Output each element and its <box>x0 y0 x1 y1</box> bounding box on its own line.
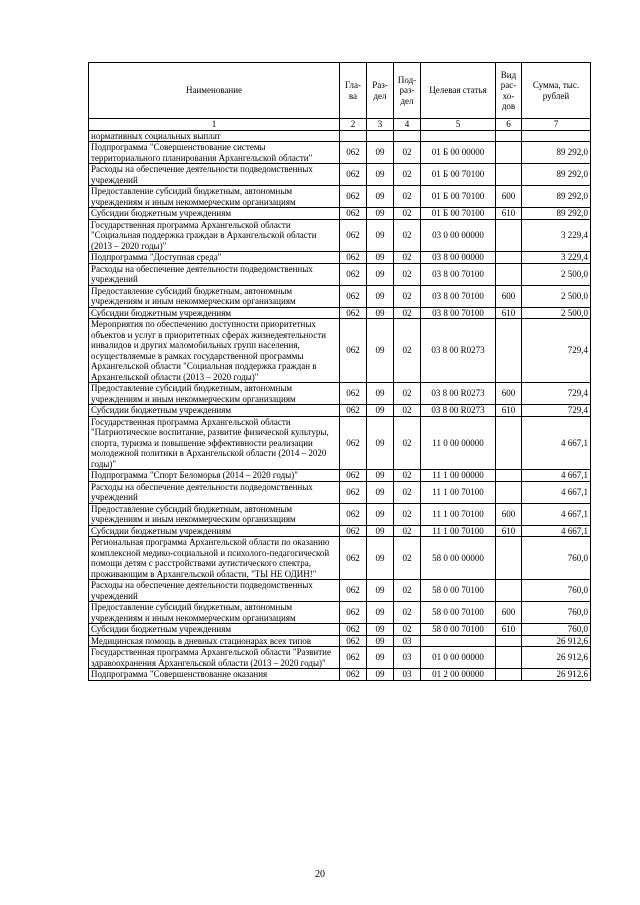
cell-expense-type <box>496 647 522 669</box>
cell-chapter: 062 <box>340 647 367 669</box>
header-row <box>89 63 591 119</box>
cell-chapter: 062 <box>340 164 367 186</box>
cell-subsection: 02 <box>394 142 421 164</box>
cell-amount: 729,4 <box>522 319 591 383</box>
cell-subsection: 02 <box>394 383 421 405</box>
cell-subsection: 02 <box>394 537 421 580</box>
cell-subsection: 02 <box>394 263 421 285</box>
cell-target-article: 03 8 00 R0273 <box>421 405 496 417</box>
cell-amount: 4 667,1 <box>522 416 591 470</box>
cell-section: 09 <box>367 481 394 503</box>
cell-target-article: 58 0 00 70100 <box>421 624 496 636</box>
cell-target-article: 01 Б 00 00000 <box>421 142 496 164</box>
header-subsection: Под-раз-дел <box>394 63 421 119</box>
page-number: 20 <box>315 869 325 880</box>
table-row <box>89 635 591 647</box>
cell-chapter <box>340 130 367 142</box>
cell-chapter: 062 <box>340 252 367 264</box>
cell-section: 09 <box>367 525 394 537</box>
cell-expense-type: 600 <box>496 602 522 624</box>
cell-expense-type <box>496 219 522 252</box>
header-amount: Сумма, тыс. рублей <box>522 63 591 119</box>
cell-section: 09 <box>367 405 394 417</box>
cell-chapter: 062 <box>340 186 367 208</box>
cell-name: Предоставление субсидий бюджетным, автономным учреждениям и иным некоммерческим организациям <box>89 602 340 624</box>
table-row <box>89 164 591 186</box>
cell-expense-type: 600 <box>496 503 522 525</box>
column-number: 5 <box>421 119 496 131</box>
cell-section: 09 <box>367 285 394 307</box>
cell-target-article: 03 8 00 R0273 <box>421 383 496 405</box>
cell-name: Подпрограмма "Спорт Беломорья (2014 – 2020 годы)" <box>89 470 340 482</box>
cell-section: 09 <box>367 624 394 636</box>
cell-section: 09 <box>367 580 394 602</box>
cell-chapter: 062 <box>340 624 367 636</box>
cell-name: Расходы на обеспечение деятельности подведомственных учреждений <box>89 164 340 186</box>
cell-section: 09 <box>367 669 394 681</box>
cell-chapter: 062 <box>340 602 367 624</box>
cell-expense-type <box>496 252 522 264</box>
table-row <box>89 481 591 503</box>
cell-name: Государственная программа Архангельской области "Развитие здравоохранения Архангельской области (2013 – 2020 годы)" <box>89 647 340 669</box>
cell-subsection: 02 <box>394 186 421 208</box>
cell-amount: 729,4 <box>522 383 591 405</box>
cell-amount: 4 667,1 <box>522 525 591 537</box>
cell-target-article: 03 8 00 00000 <box>421 252 496 264</box>
cell-target-article: 11 1 00 70100 <box>421 481 496 503</box>
cell-chapter: 062 <box>340 307 367 319</box>
cell-name: Предоставление субсидий бюджетным, автономным учреждениям и иным некоммерческим организациям <box>89 285 340 307</box>
table-row <box>89 252 591 264</box>
cell-chapter: 062 <box>340 219 367 252</box>
cell-section: 09 <box>367 537 394 580</box>
cell-amount: 2 500,0 <box>522 285 591 307</box>
cell-section: 09 <box>367 602 394 624</box>
cell-subsection: 02 <box>394 405 421 417</box>
table-row <box>89 319 591 383</box>
cell-chapter: 062 <box>340 503 367 525</box>
cell-target-article <box>421 130 496 142</box>
cell-amount: 2 500,0 <box>522 307 591 319</box>
table-row <box>89 186 591 208</box>
cell-amount: 4 667,1 <box>522 503 591 525</box>
cell-target-article: 58 0 00 00000 <box>421 537 496 580</box>
cell-section: 09 <box>367 252 394 264</box>
cell-amount: 89 292,0 <box>522 164 591 186</box>
cell-expense-type <box>496 537 522 580</box>
cell-subsection: 02 <box>394 208 421 220</box>
cell-amount: 89 292,0 <box>522 208 591 220</box>
cell-amount: 26 912,6 <box>522 635 591 647</box>
cell-expense-type <box>496 580 522 602</box>
cell-section: 09 <box>367 186 394 208</box>
cell-expense-type <box>496 669 522 681</box>
cell-amount: 729,4 <box>522 405 591 417</box>
cell-expense-type: 610 <box>496 307 522 319</box>
cell-subsection: 02 <box>394 580 421 602</box>
cell-expense-type <box>496 164 522 186</box>
table-row <box>89 647 591 669</box>
cell-name: нормативных социальных выплат <box>89 130 340 142</box>
cell-expense-type <box>496 635 522 647</box>
cell-target-article: 01 2 00 00000 <box>421 669 496 681</box>
header-section: Раз-дел <box>367 63 394 119</box>
cell-name: Расходы на обеспечение деятельности подведомственных учреждений <box>89 580 340 602</box>
cell-section: 09 <box>367 647 394 669</box>
cell-chapter: 062 <box>340 580 367 602</box>
cell-section: 09 <box>367 307 394 319</box>
cell-subsection <box>394 130 421 142</box>
cell-expense-type: 600 <box>496 285 522 307</box>
cell-name: Предоставление субсидий бюджетным, автономным учреждениям и иным некоммерческим организациям <box>89 186 340 208</box>
cell-name: Субсидии бюджетным учреждениям <box>89 624 340 636</box>
cell-target-article: 11 1 00 70100 <box>421 503 496 525</box>
cell-chapter: 062 <box>340 525 367 537</box>
cell-target-article: 01 Б 00 70100 <box>421 186 496 208</box>
cell-amount: 3 229,4 <box>522 252 591 264</box>
cell-chapter: 062 <box>340 142 367 164</box>
cell-expense-type: 610 <box>496 624 522 636</box>
cell-name: Государственная программа Архангельской области "Патриотическое воспитание, развитие физической культуры, спорта, туризма и повышение эффективности реализации молодежной политики в Архангельской области (2014 – 2020 годы)" <box>89 416 340 470</box>
cell-subsection: 02 <box>394 416 421 470</box>
cell-name: Расходы на обеспечение деятельности подведомственных учреждений <box>89 263 340 285</box>
cell-amount: 760,0 <box>522 537 591 580</box>
cell-subsection: 02 <box>394 285 421 307</box>
cell-section: 09 <box>367 263 394 285</box>
cell-chapter: 062 <box>340 669 367 681</box>
cell-section: 09 <box>367 635 394 647</box>
cell-section: 09 <box>367 503 394 525</box>
cell-subsection: 02 <box>394 219 421 252</box>
cell-target-article: 11 0 00 00000 <box>421 416 496 470</box>
cell-expense-type <box>496 481 522 503</box>
cell-target-article: 58 0 00 70100 <box>421 580 496 602</box>
cell-expense-type <box>496 130 522 142</box>
cell-subsection: 02 <box>394 503 421 525</box>
cell-target-article: 11 1 00 00000 <box>421 470 496 482</box>
cell-subsection: 02 <box>394 307 421 319</box>
cell-target-article: 01 Б 00 70100 <box>421 208 496 220</box>
cell-chapter: 062 <box>340 470 367 482</box>
cell-subsection: 02 <box>394 252 421 264</box>
cell-subsection: 03 <box>394 669 421 681</box>
cell-chapter: 062 <box>340 208 367 220</box>
cell-expense-type: 610 <box>496 208 522 220</box>
cell-expense-type: 610 <box>496 525 522 537</box>
cell-name: Субсидии бюджетным учреждениям <box>89 525 340 537</box>
table-row <box>89 669 591 681</box>
cell-subsection: 02 <box>394 525 421 537</box>
cell-name: Мероприятия по обеспечению доступности приоритетных объектов и услуг в приоритетных сферах жизнедеятельности инвалидов и других маломобильных групп населения, осуществляемые в рамках государственной программы Архангельской области "Социальная поддержка граждан в Архангельской области (2013 – 2020 годы)" <box>89 319 340 383</box>
cell-chapter: 062 <box>340 263 367 285</box>
column-number: 3 <box>367 119 394 131</box>
column-number: 2 <box>340 119 367 131</box>
cell-name: Субсидии бюджетным учреждениям <box>89 405 340 417</box>
cell-amount: 26 912,6 <box>522 647 591 669</box>
cell-name: Подпрограмма "Совершенствование системы территориального планирования Архангельской области" <box>89 142 340 164</box>
table-row <box>89 602 591 624</box>
cell-name: Государственная программа Архангельской области "Социальная поддержка граждан в Архангельской области (2013 – 2020 годы)" <box>89 219 340 252</box>
cell-chapter: 062 <box>340 537 367 580</box>
cell-amount: 760,0 <box>522 624 591 636</box>
table-row <box>89 470 591 482</box>
cell-amount: 760,0 <box>522 602 591 624</box>
cell-section: 09 <box>367 142 394 164</box>
cell-section: 09 <box>367 164 394 186</box>
cell-target-article: 11 1 00 70100 <box>421 525 496 537</box>
cell-target-article: 58 0 00 70100 <box>421 602 496 624</box>
cell-expense-type <box>496 142 522 164</box>
cell-name: Предоставление субсидий бюджетным, автономным учреждениям и иным некоммерческим организациям <box>89 503 340 525</box>
cell-expense-type: 600 <box>496 383 522 405</box>
cell-amount: 26 912,6 <box>522 669 591 681</box>
cell-expense-type <box>496 470 522 482</box>
table-row <box>89 503 591 525</box>
cell-subsection: 02 <box>394 470 421 482</box>
column-number: 6 <box>496 119 522 131</box>
cell-subsection: 02 <box>394 319 421 383</box>
cell-name: Подпрограмма "Доступная среда" <box>89 252 340 264</box>
cell-chapter: 062 <box>340 319 367 383</box>
cell-amount: 4 667,1 <box>522 470 591 482</box>
table-row <box>89 537 591 580</box>
cell-target-article: 03 0 00 00000 <box>421 219 496 252</box>
cell-subsection: 02 <box>394 602 421 624</box>
cell-expense-type: 600 <box>496 186 522 208</box>
header-expense-type: Вид рас-хо-дов <box>496 63 522 119</box>
cell-section: 09 <box>367 470 394 482</box>
table-row <box>89 383 591 405</box>
cell-name: Субсидии бюджетным учреждениям <box>89 208 340 220</box>
column-number-row <box>89 119 591 131</box>
cell-subsection: 02 <box>394 624 421 636</box>
cell-name: Субсидии бюджетным учреждениям <box>89 307 340 319</box>
cell-amount: 89 292,0 <box>522 142 591 164</box>
cell-name: Расходы на обеспечение деятельности подведомственных учреждений <box>89 481 340 503</box>
table-row <box>89 263 591 285</box>
cell-amount: 3 229,4 <box>522 219 591 252</box>
cell-expense-type <box>496 416 522 470</box>
table-row <box>89 130 591 142</box>
cell-chapter: 062 <box>340 481 367 503</box>
cell-target-article: 03 8 00 70100 <box>421 285 496 307</box>
cell-section: 09 <box>367 319 394 383</box>
cell-expense-type: 610 <box>496 405 522 417</box>
cell-section: 09 <box>367 219 394 252</box>
header-target-article: Целевая статья <box>421 63 496 119</box>
cell-target-article <box>421 635 496 647</box>
table-row <box>89 219 591 252</box>
cell-name: Медицинская помощь в дневных стационарах всех типов <box>89 635 340 647</box>
table-row <box>89 208 591 220</box>
cell-chapter: 062 <box>340 383 367 405</box>
table-body <box>89 130 591 680</box>
cell-chapter: 062 <box>340 416 367 470</box>
cell-chapter: 062 <box>340 285 367 307</box>
cell-name: Предоставление субсидий бюджетным, автономным учреждениям и иным некоммерческим организациям <box>89 383 340 405</box>
cell-chapter: 062 <box>340 405 367 417</box>
cell-section: 09 <box>367 208 394 220</box>
cell-target-article: 03 8 00 R0273 <box>421 319 496 383</box>
table-row <box>89 142 591 164</box>
cell-target-article: 01 0 00 00000 <box>421 647 496 669</box>
cell-name: Региональная программа Архангельской области по оказанию комплексной медико-социальной и психолого-педагогической помощи детям с расстройствами аутистического спектра, проживающим в Архангельской области, "ТЫ НЕ ОДИН!" <box>89 537 340 580</box>
cell-expense-type <box>496 319 522 383</box>
cell-subsection: 03 <box>394 647 421 669</box>
table-row <box>89 624 591 636</box>
cell-name: Подпрограмма "Совершенствование оказания <box>89 669 340 681</box>
table-row <box>89 580 591 602</box>
table-row <box>89 307 591 319</box>
column-number: 7 <box>522 119 591 131</box>
budget-table <box>88 62 591 681</box>
cell-amount: 89 292,0 <box>522 186 591 208</box>
cell-amount: 4 667,1 <box>522 481 591 503</box>
cell-amount <box>522 130 591 142</box>
header-name: Наименование <box>89 63 340 119</box>
header-chapter: Гла-ва <box>340 63 367 119</box>
table-row <box>89 405 591 417</box>
cell-subsection: 02 <box>394 481 421 503</box>
table-row <box>89 285 591 307</box>
column-number: 1 <box>89 119 340 131</box>
cell-expense-type <box>496 263 522 285</box>
cell-amount: 2 500,0 <box>522 263 591 285</box>
cell-target-article: 01 Б 00 70100 <box>421 164 496 186</box>
cell-section: 09 <box>367 416 394 470</box>
table-row <box>89 416 591 470</box>
cell-amount: 760,0 <box>522 580 591 602</box>
cell-section <box>367 130 394 142</box>
cell-subsection: 03 <box>394 635 421 647</box>
cell-target-article: 03 8 00 70100 <box>421 307 496 319</box>
table-row <box>89 525 591 537</box>
cell-chapter: 062 <box>340 635 367 647</box>
cell-section: 09 <box>367 383 394 405</box>
cell-subsection: 02 <box>394 164 421 186</box>
cell-target-article: 03 8 00 70100 <box>421 263 496 285</box>
column-number: 4 <box>394 119 421 131</box>
